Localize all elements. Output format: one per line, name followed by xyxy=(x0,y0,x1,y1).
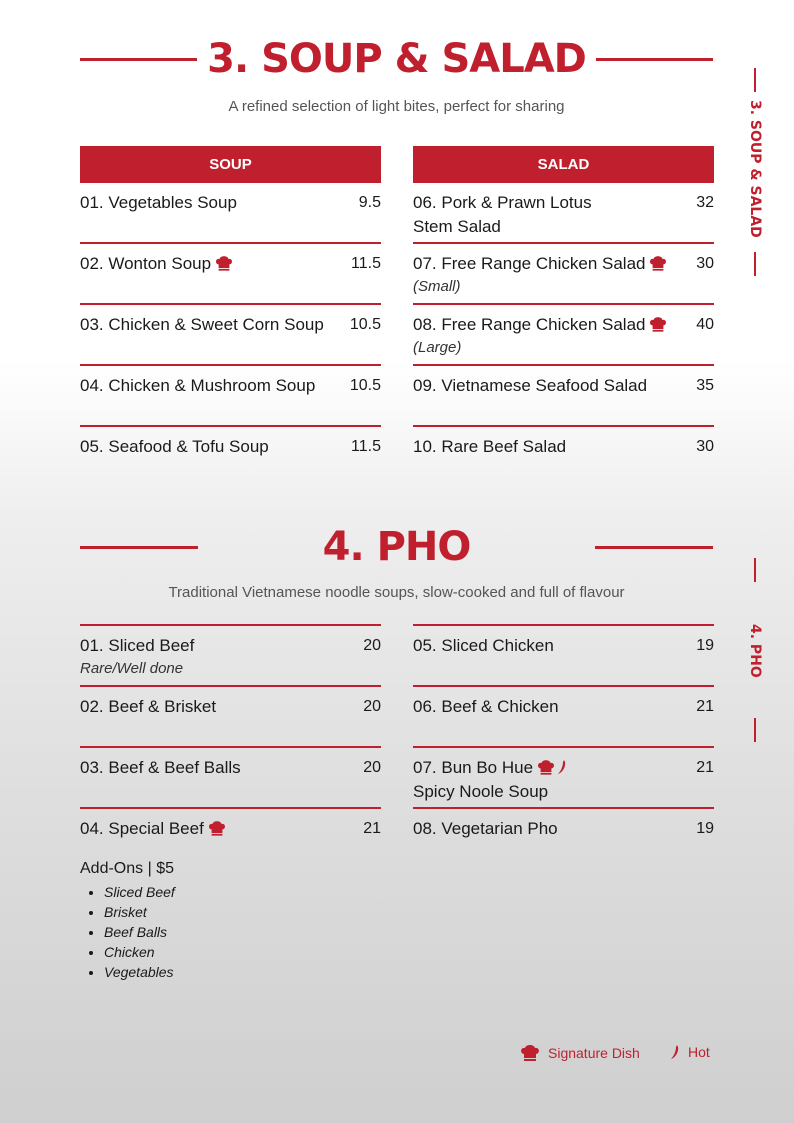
menu-item xyxy=(413,183,714,244)
menu-item xyxy=(413,244,714,305)
chef-hat-icon xyxy=(215,255,233,271)
menu-item xyxy=(80,183,381,244)
soup-column xyxy=(80,146,381,486)
pho-right-column xyxy=(413,624,714,868)
side-divider xyxy=(754,558,756,582)
chili-icon xyxy=(670,1044,680,1060)
menu-item-price: 10.5 xyxy=(349,316,381,333)
menu-item-name: 01. Vegetables Soup xyxy=(80,193,237,212)
menu-item-name: 04. Chicken & Mushroom Soup xyxy=(80,376,316,395)
addon-item: • Chicken xyxy=(104,942,175,962)
menu-item xyxy=(413,366,714,427)
menu-item xyxy=(413,427,714,486)
section-title: 3. SOUP & SALAD xyxy=(207,36,586,82)
menu-item-name: 06. Beef & Chicken xyxy=(413,697,559,716)
menu-item-note: Stem Salad xyxy=(413,217,501,236)
pho-title-row xyxy=(80,524,713,570)
menu-item xyxy=(80,687,381,748)
legend-signature xyxy=(520,1044,640,1061)
menu-item-price: 30 xyxy=(696,438,714,455)
menu-item-name: 08. Free Range Chicken Salad xyxy=(413,313,668,337)
menu-item-name: 09. Vietnamese Seafood Salad xyxy=(413,376,648,395)
menu-item xyxy=(80,244,381,305)
title-divider xyxy=(80,58,197,61)
soup-header: SOUP xyxy=(80,146,381,183)
menu-item-name: 05. Seafood & Tofu Soup xyxy=(80,437,269,456)
addons-section xyxy=(80,860,175,982)
addon-item: • Beef Balls xyxy=(104,922,175,942)
menu-item-name: 03. Chicken & Sweet Corn Soup xyxy=(80,315,324,334)
chef-hat-icon xyxy=(208,820,226,836)
menu-item-price: 20 xyxy=(363,637,381,654)
menu-item-name: 03. Beef & Beef Balls xyxy=(80,758,241,777)
section-title: 4. PHO xyxy=(322,524,471,570)
menu-item xyxy=(413,748,714,809)
section-subtitle: A refined selection of light bites, perfect for sharing xyxy=(228,98,565,115)
menu-item-price: 20 xyxy=(363,759,381,776)
menu-item-price: 20 xyxy=(363,698,381,715)
salad-header: SALAD xyxy=(413,146,714,183)
menu-item xyxy=(80,366,381,427)
menu-item-price: 9.5 xyxy=(358,194,381,211)
side-divider xyxy=(754,718,756,742)
menu-item xyxy=(80,626,381,687)
addons-list xyxy=(80,882,175,982)
menu-item-price: 32 xyxy=(696,194,714,211)
menu-item-price: 11.5 xyxy=(351,438,381,455)
soup-salad-title-row xyxy=(80,36,713,82)
menu-item-price: 35 xyxy=(696,377,714,394)
addon-item: • Vegetables xyxy=(104,962,175,982)
pho-left-column xyxy=(80,624,381,868)
menu-item-price: 21 xyxy=(363,820,381,837)
menu-item xyxy=(413,626,714,687)
menu-item xyxy=(80,748,381,809)
title-divider xyxy=(80,546,198,549)
menu-item-name: 07. Free Range Chicken Salad xyxy=(413,252,668,276)
menu-item-price: 30 xyxy=(696,255,714,272)
menu-item-note: (Small) xyxy=(413,278,461,295)
legend-hot-label: Hot xyxy=(688,1044,710,1060)
chef-hat-icon xyxy=(649,255,667,271)
menu-item-name: 02. Wonton Soup xyxy=(80,252,335,276)
menu-item xyxy=(413,809,714,868)
menu-item-price: 21 xyxy=(696,698,714,715)
menu-item-name: 08. Vegetarian Pho xyxy=(413,819,558,838)
menu-item-price: 11.5 xyxy=(351,255,381,272)
menu-item-name: 01. Sliced Beef xyxy=(80,636,195,655)
chef-hat-icon xyxy=(520,1044,540,1061)
menu-item-note: Rare/Well done xyxy=(80,660,184,677)
menu-item-price: 19 xyxy=(696,820,714,837)
menu-item-name: 07. Bun Bo Hue xyxy=(413,756,668,780)
legend-hot xyxy=(670,1044,710,1060)
addons-title: Add-Ons | $5 xyxy=(80,860,174,877)
title-divider xyxy=(595,546,713,549)
side-divider xyxy=(754,68,756,92)
chef-hat-icon xyxy=(649,316,667,332)
menu-item-price: 10.5 xyxy=(349,377,381,394)
salad-column xyxy=(413,146,714,486)
legend-signature-label: Signature Dish xyxy=(548,1044,640,1061)
menu-item-price: 40 xyxy=(696,316,714,333)
menu-item-name: 02. Beef & Brisket xyxy=(80,697,217,716)
side-divider xyxy=(754,252,756,276)
menu-item xyxy=(413,305,714,366)
menu-item-name: 06. Pork & Prawn Lotus xyxy=(413,193,592,212)
menu-item-note: (Large) xyxy=(413,339,462,356)
menu-item-name: 10. Rare Beef Salad xyxy=(413,437,567,456)
section-subtitle: Traditional Vietnamese noodle soups, slow-cooked and full of flavour xyxy=(168,584,625,601)
side-tab-label: 3. SOUP & SALAD xyxy=(747,100,763,238)
menu-item-price: 19 xyxy=(696,637,714,654)
menu-item xyxy=(80,427,381,486)
menu-item-name: 05. Sliced Chicken xyxy=(413,636,554,655)
menu-item xyxy=(80,305,381,366)
addon-item: • Sliced Beef xyxy=(104,882,175,902)
addon-item: • Brisket xyxy=(104,902,175,922)
menu-item-note: Spicy Noole Soup xyxy=(413,782,549,801)
title-divider xyxy=(596,58,713,61)
menu-item xyxy=(413,687,714,748)
chef-hat-icon xyxy=(537,759,555,775)
menu-item-name: 04. Special Beef xyxy=(80,817,335,841)
chili-icon xyxy=(557,759,567,775)
side-tab-label: 4. PHO xyxy=(747,624,763,678)
menu-item-price: 21 xyxy=(696,759,714,776)
